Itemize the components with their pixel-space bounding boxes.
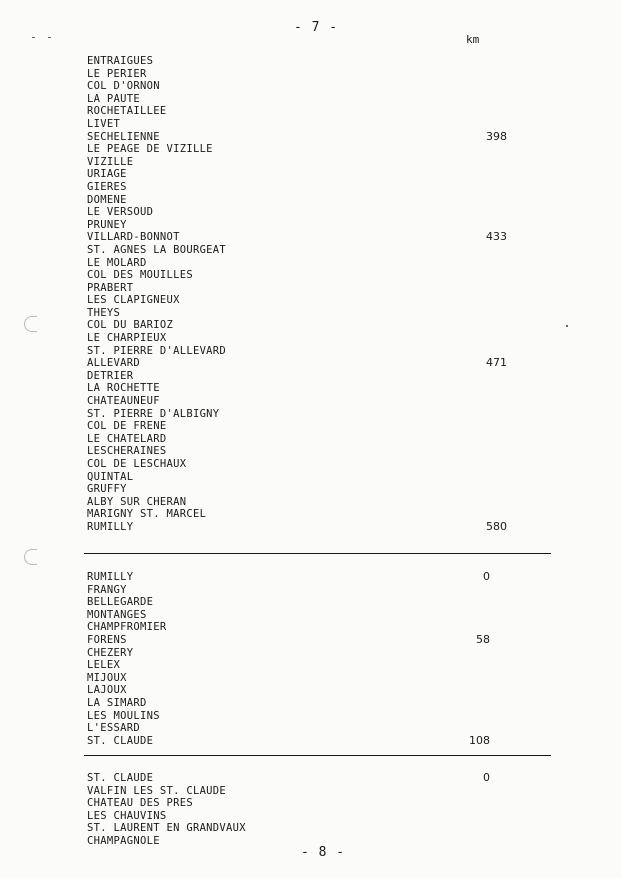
place-name: FORENS — [87, 633, 127, 646]
place-name: L'ESSARD — [87, 722, 140, 735]
place-name: LES MOULINS — [87, 709, 160, 722]
place-name: VIZILLE — [87, 155, 134, 168]
route-row — [87, 445, 507, 458]
km-value: 471 — [486, 356, 507, 370]
route-row — [87, 294, 507, 307]
section-divider — [84, 755, 551, 756]
place-name: ALLEVARD — [87, 357, 140, 370]
place-name: ALBY SUR CHERAN — [87, 495, 187, 508]
scan-speck — [566, 325, 568, 327]
place-name: GRUFFY — [87, 483, 127, 496]
place-name: LES CHAUVINS — [87, 809, 167, 822]
route-row — [87, 382, 507, 395]
place-name: COL DES MOUILLES — [87, 269, 193, 282]
route-row — [87, 722, 490, 735]
place-name: LESCHERAINES — [87, 445, 167, 458]
route-row — [87, 319, 507, 332]
km-value: 398 — [486, 129, 507, 143]
route-row — [87, 483, 507, 496]
place-name: PRABERT — [87, 281, 134, 294]
route-row — [87, 735, 490, 748]
place-name: COL DE LESCHAUX — [87, 458, 187, 470]
place-name: ST. LAURENT EN GRANDVAUX — [87, 822, 246, 835]
km-value: 0 — [483, 771, 490, 784]
page-number-top: - 7 - — [294, 20, 339, 35]
route-row — [87, 596, 490, 609]
place-name: LE VERSOUD — [87, 206, 154, 219]
place-name: RUMILLY — [87, 520, 134, 533]
place-name: LA SIMARD — [87, 696, 147, 709]
place-name: ENTRAIGUES — [87, 55, 154, 67]
route-row — [87, 156, 507, 169]
route-row — [87, 143, 507, 156]
route-row — [87, 571, 490, 584]
route-row — [87, 131, 507, 144]
place-name: DOMENE — [87, 193, 127, 206]
place-name: LE PEAGE DE VIZILLE — [87, 143, 213, 156]
route-row — [87, 357, 507, 370]
route-row — [87, 282, 507, 295]
punch-hole-bottom — [24, 549, 37, 565]
scan-speck — [32, 37, 35, 38]
place-name: QUINTAL — [87, 470, 134, 483]
route-row — [87, 105, 507, 118]
route-row — [87, 584, 490, 597]
place-name: LAJOUX — [87, 684, 127, 697]
route-row — [87, 194, 507, 207]
route-row — [87, 80, 507, 93]
place-name: MIJOUX — [87, 671, 127, 684]
route-row — [87, 684, 490, 697]
route-row — [87, 810, 490, 823]
place-name: CHEZERY — [87, 646, 134, 659]
place-name: VALFIN LES ST. CLAUDE — [87, 784, 227, 797]
place-name: VILLARD-BONNOT — [87, 231, 180, 244]
place-name: LE CHARPIEUX — [87, 332, 167, 345]
place-name: LA PAUTE — [87, 92, 140, 105]
punch-hole-top — [24, 316, 37, 332]
place-name: THEYS — [87, 306, 121, 319]
route-row — [87, 181, 507, 194]
place-name: ST. PIERRE D'ALLEVARD — [87, 344, 227, 357]
page-number-bottom: - 8 - — [301, 845, 346, 860]
route-row — [87, 370, 507, 383]
place-name: GIERES — [87, 180, 127, 193]
place-name: SECHELIENNE — [87, 130, 160, 143]
route-row — [87, 168, 507, 181]
route-row — [87, 257, 507, 270]
route-row — [87, 609, 490, 622]
place-name: CHAMPFROMIER — [87, 621, 167, 634]
route-row — [87, 822, 490, 835]
route-row — [87, 710, 490, 723]
route-row — [87, 345, 507, 358]
unit-label: km — [466, 33, 480, 46]
route-row — [87, 68, 507, 81]
route-row — [87, 231, 507, 244]
place-name: ST. CLAUDE — [87, 772, 154, 784]
place-name: LA ROCHETTE — [87, 382, 160, 395]
route-row — [87, 496, 507, 509]
place-name: LES CLAPIGNEUX — [87, 294, 180, 307]
route-section-2 — [87, 571, 490, 747]
place-name: LIVET — [87, 117, 121, 130]
place-name: LE CHATELARD — [87, 432, 167, 445]
route-row — [87, 219, 507, 232]
section-divider — [84, 553, 551, 554]
place-name: MARIGNY ST. MARCEL — [87, 508, 207, 521]
km-value: 0 — [483, 570, 490, 583]
route-row — [87, 508, 507, 521]
route-row — [87, 458, 507, 471]
place-name: LE PERIER — [87, 67, 147, 80]
place-name: LE MOLARD — [87, 256, 147, 269]
route-row — [87, 332, 507, 345]
route-row — [87, 647, 490, 660]
place-name: CHATEAUNEUF — [87, 395, 160, 408]
km-value: 108 — [469, 733, 490, 747]
km-value: 433 — [486, 230, 507, 244]
place-name: CHATEAU DES PRES — [87, 797, 193, 810]
route-row — [87, 395, 507, 408]
place-name: DETRIER — [87, 369, 134, 382]
place-name: CHAMPAGNOLE — [87, 834, 160, 847]
route-section-3 — [87, 772, 490, 848]
route-row — [87, 835, 490, 848]
route-row — [87, 521, 507, 534]
place-name: FRANGY — [87, 583, 127, 596]
scan-speck — [48, 37, 51, 38]
route-row — [87, 55, 507, 68]
route-row — [87, 206, 507, 219]
route-row — [87, 659, 490, 672]
route-row — [87, 634, 490, 647]
place-name: COL DU BARIOZ — [87, 319, 174, 332]
place-name: LELEX — [87, 659, 121, 672]
route-row — [87, 244, 507, 257]
route-row — [87, 471, 507, 484]
route-row — [87, 93, 507, 106]
km-value: 58 — [476, 632, 490, 646]
place-name: ST. CLAUDE — [87, 734, 154, 747]
place-name: URIAGE — [87, 168, 127, 181]
route-row — [87, 433, 507, 446]
route-row — [87, 785, 490, 798]
place-name: MONTANGES — [87, 608, 147, 621]
route-row — [87, 672, 490, 685]
route-section-1 — [87, 55, 507, 534]
route-row — [87, 269, 507, 282]
route-row — [87, 118, 507, 131]
place-name: BELLEGARDE — [87, 596, 154, 609]
place-name: PRUNEY — [87, 218, 127, 231]
place-name: ROCHETAILLEE — [87, 105, 167, 118]
route-row — [87, 621, 490, 634]
km-value: 580 — [486, 519, 507, 533]
place-name: ST. AGNES LA BOURGEAT — [87, 243, 227, 256]
place-name: COL D'ORNON — [87, 80, 160, 93]
route-row — [87, 697, 490, 710]
place-name: COL DE FRENE — [87, 420, 167, 433]
route-row — [87, 307, 507, 320]
place-name: ST. PIERRE D'ALBIGNY — [87, 407, 220, 420]
route-row — [87, 420, 507, 433]
route-row — [87, 772, 490, 785]
route-row — [87, 797, 490, 810]
place-name: RUMILLY — [87, 571, 134, 583]
route-row — [87, 408, 507, 421]
